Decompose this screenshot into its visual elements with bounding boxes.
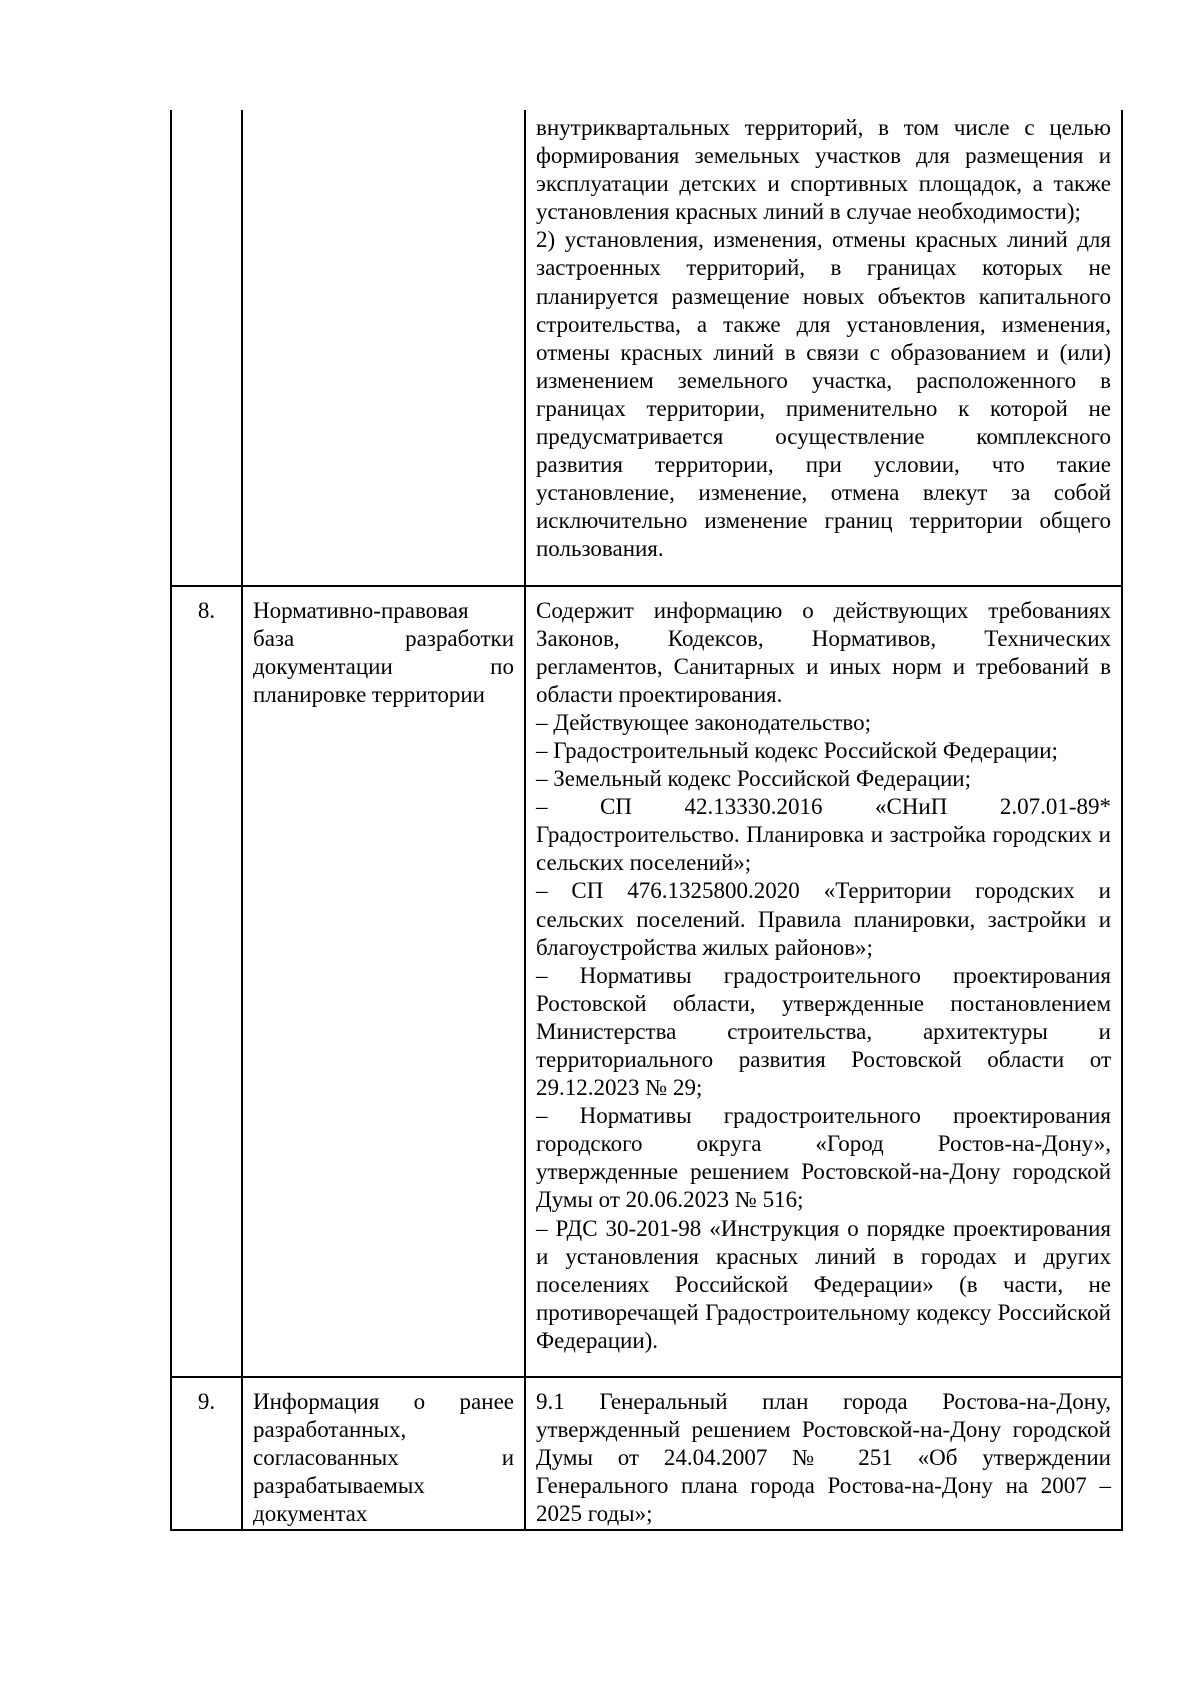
- row-number-cell: [171, 1377, 242, 1529]
- row-content-cell: [525, 1377, 1122, 1529]
- content-paragraph: 9.1 Генеральный план города Ростова-на-Дону, утвержденный решением Ростовской-на-Дону городской Думы от 24.04.2007 № 251 «Об утверждении Генерального плана города Ростова-на-Дону на 2007 – 2025 годы»;: [536, 1389, 1111, 1527]
- row-content-cell: [525, 110, 1122, 586]
- table-row-9: [171, 1377, 1122, 1529]
- content-paragraph: 2) установления, изменения, отмены красных линий для застроенных территорий, в границах которых не планируется размещение новых объектов капитального строительства, а также для установления, изменения, отмены красных линий в связи с образованием и (или) изменением земельного участка, расположенного в границах территории, применительно к которой не предусматривается осуществление комплексного развития территории, при условии, что такие установление, изменение, отмена влекут за собой исключительно изменение границ территории общего пользования.: [536, 227, 1111, 562]
- content-list-item: – Нормативы градостроительного проектирования городского округа «Город Ростов-на-Дону», утвержденные решением Ростовской-на-Дону городской Думы от 20.06.2023 № 516;: [536, 1103, 1111, 1213]
- content-paragraph: Содержит информацию о действующих требованиях Законов, Кодексов, Нормативов, Технических регламентов, Санитарных и иных норм и требований в области проектирования.: [536, 597, 1111, 707]
- content-list-item: – СП 476.1325800.2020 «Территории городских и сельских поселений. Правила планировки, застройки и благоустройства жилых районов»;: [536, 878, 1111, 960]
- content-list-item: – РДС 30-201-98 «Инструкция о порядке проектирования и установления красных линий в городах и других поселениях Российской Федерации» (в части, не противоречащей Градостроительному кодексу Российской Федерации).: [536, 1215, 1111, 1353]
- row-title-cell: [242, 586, 525, 1378]
- row-number: 9.: [197, 1389, 216, 1415]
- content-paragraph: внутриквартальных территорий, в том числе с целью формирования земельных участков для размещения и эксплуатации детских и спортивных площадок, а также установления красных линий в случае необходимости);: [536, 115, 1111, 225]
- row-number-cell: [171, 586, 242, 1378]
- content-list-item: – Земельный кодекс Российской Федерации;: [536, 766, 971, 792]
- table-row-8: [171, 586, 1122, 1378]
- content-list-item: – СП 42.13330.2016 «СНиП 2.07.01-89* Градостроительство. Планировка и застройка городских и сельских поселений»;: [536, 794, 1111, 876]
- content-list-item: – Нормативы градостроительного проектирования Ростовской области, утвержденные постановлением Министерства строительства, архитектуры и территориального развития Ростовской области от 29.12.2023 № 29;: [536, 962, 1111, 1101]
- content-list-item: – Действующее законодательство;: [536, 709, 871, 735]
- content-list-item: – Градостроительный кодекс Российской Федерации;: [536, 737, 1058, 763]
- row-number: 8.: [197, 597, 216, 623]
- requirements-table: [170, 110, 1123, 1531]
- row-title-cell: [242, 1377, 525, 1529]
- row-title: Нормативно-правовая база разработки документации по планировке территории: [253, 597, 514, 707]
- row-title-cell: [242, 110, 525, 586]
- row-content-cell: [525, 586, 1122, 1378]
- row-number-cell: [171, 110, 242, 586]
- row-title: Информация о ранее разработанных, согласованных и разрабатываемых документах: [253, 1389, 514, 1527]
- table-row-continued: [171, 110, 1122, 586]
